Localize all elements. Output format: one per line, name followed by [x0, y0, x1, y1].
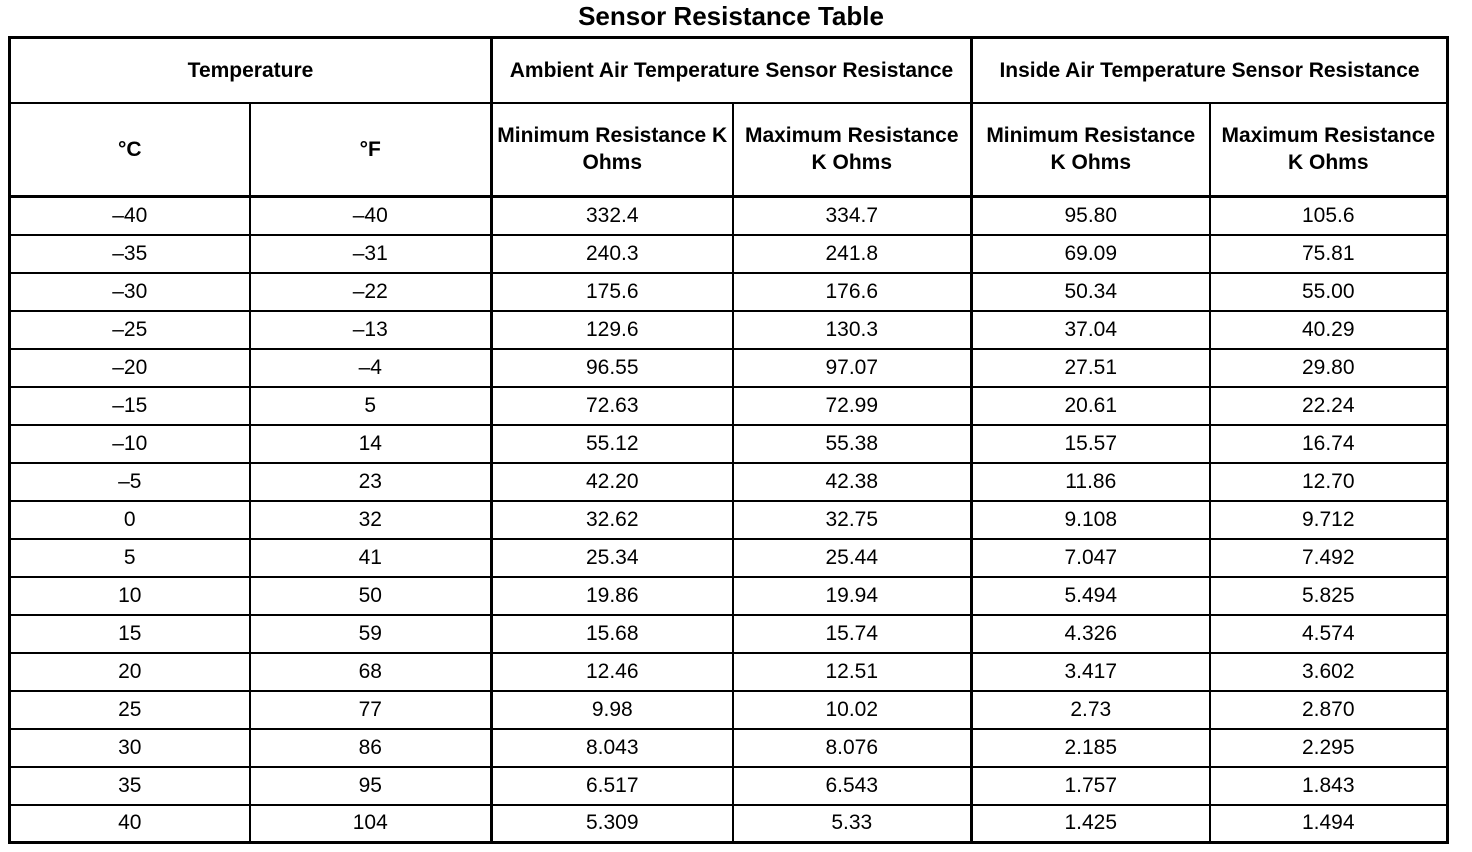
ambient-min-cell: 6.517 — [492, 767, 733, 805]
table-row — [10, 729, 1448, 767]
inside-max-cell: 9.712 — [1210, 501, 1448, 539]
celsius-cell: 30 — [10, 729, 250, 767]
table-row — [10, 235, 1448, 273]
ambient-max-cell: 5.33 — [733, 805, 972, 843]
fahrenheit-cell: –13 — [250, 311, 492, 349]
ambient-max-cell: 25.44 — [733, 539, 972, 577]
fahrenheit-cell: 68 — [250, 653, 492, 691]
fahrenheit-cell: 95 — [250, 767, 492, 805]
fahrenheit-cell: 5 — [250, 387, 492, 425]
ambient-min-cell: 72.63 — [492, 387, 733, 425]
fahrenheit-cell: 23 — [250, 463, 492, 501]
celsius-cell: 10 — [10, 577, 250, 615]
table-row — [10, 501, 1448, 539]
inside-max-cell: 75.81 — [1210, 235, 1448, 273]
ambient-min-cell: 12.46 — [492, 653, 733, 691]
inside-min-cell: 95.80 — [972, 197, 1210, 235]
inside-min-cell: 11.86 — [972, 463, 1210, 501]
table-row — [10, 197, 1448, 235]
ambient-min-cell: 175.6 — [492, 273, 733, 311]
celsius-cell: –10 — [10, 425, 250, 463]
fahrenheit-cell: –22 — [250, 273, 492, 311]
header-row-columns — [10, 103, 1448, 197]
inside-min-cell: 2.185 — [972, 729, 1210, 767]
ambient-min-cell: 32.62 — [492, 501, 733, 539]
inside-max-cell: 5.825 — [1210, 577, 1448, 615]
inside-max-cell: 3.602 — [1210, 653, 1448, 691]
celsius-header: °C — [10, 103, 250, 197]
inside-min-cell: 20.61 — [972, 387, 1210, 425]
celsius-cell: –15 — [10, 387, 250, 425]
ambient-min-cell: 8.043 — [492, 729, 733, 767]
celsius-cell: –5 — [10, 463, 250, 501]
ambient-max-cell: 6.543 — [733, 767, 972, 805]
celsius-cell: 20 — [10, 653, 250, 691]
table-row — [10, 767, 1448, 805]
ambient-max-cell: 55.38 — [733, 425, 972, 463]
ambient-min-cell: 42.20 — [492, 463, 733, 501]
ambient-max-cell: 12.51 — [733, 653, 972, 691]
inside-max-cell: 55.00 — [1210, 273, 1448, 311]
celsius-cell: 5 — [10, 539, 250, 577]
inside-min-cell: 50.34 — [972, 273, 1210, 311]
ambient-min-cell: 129.6 — [492, 311, 733, 349]
celsius-cell: 0 — [10, 501, 250, 539]
table-row — [10, 273, 1448, 311]
fahrenheit-cell: 86 — [250, 729, 492, 767]
inside-max-header: Maximum Resistance K Ohms — [1210, 103, 1448, 197]
celsius-cell: –35 — [10, 235, 250, 273]
ambient-min-cell: 9.98 — [492, 691, 733, 729]
inside-max-cell: 22.24 — [1210, 387, 1448, 425]
fahrenheit-cell: –4 — [250, 349, 492, 387]
fahrenheit-cell: 50 — [250, 577, 492, 615]
table-row — [10, 425, 1448, 463]
table-row — [10, 349, 1448, 387]
ambient-max-cell: 334.7 — [733, 197, 972, 235]
ambient-max-cell: 72.99 — [733, 387, 972, 425]
table-row — [10, 577, 1448, 615]
ambient-max-header: Maximum Resistance K Ohms — [733, 103, 972, 197]
fahrenheit-cell: 32 — [250, 501, 492, 539]
fahrenheit-cell: 59 — [250, 615, 492, 653]
header-row-group — [10, 38, 1448, 103]
inside-min-cell: 69.09 — [972, 235, 1210, 273]
inside-min-cell: 5.494 — [972, 577, 1210, 615]
inside-min-cell: 2.73 — [972, 691, 1210, 729]
inside-max-cell: 1.494 — [1210, 805, 1448, 843]
table-row — [10, 691, 1448, 729]
celsius-cell: 40 — [10, 805, 250, 843]
ambient-sensor-header: Ambient Air Temperature Sensor Resistance — [492, 38, 972, 103]
sensor-resistance-table — [8, 36, 1449, 844]
ambient-min-cell: 55.12 — [492, 425, 733, 463]
inside-min-cell: 1.425 — [972, 805, 1210, 843]
temperature-header: Temperature — [10, 38, 492, 103]
inside-min-cell: 4.326 — [972, 615, 1210, 653]
table-title: Sensor Resistance Table — [578, 1, 884, 31]
inside-min-cell: 15.57 — [972, 425, 1210, 463]
ambient-min-cell: 240.3 — [492, 235, 733, 273]
table-row — [10, 387, 1448, 425]
inside-max-cell: 4.574 — [1210, 615, 1448, 653]
celsius-cell: –20 — [10, 349, 250, 387]
celsius-cell: –40 — [10, 197, 250, 235]
fahrenheit-cell: 14 — [250, 425, 492, 463]
inside-min-cell: 27.51 — [972, 349, 1210, 387]
ambient-max-cell: 176.6 — [733, 273, 972, 311]
fahrenheit-cell: 104 — [250, 805, 492, 843]
inside-max-cell: 105.6 — [1210, 197, 1448, 235]
ambient-max-cell: 130.3 — [733, 311, 972, 349]
inside-max-cell: 1.843 — [1210, 767, 1448, 805]
celsius-cell: –25 — [10, 311, 250, 349]
ambient-max-cell: 19.94 — [733, 577, 972, 615]
inside-min-header: Minimum Resistance K Ohms — [972, 103, 1210, 197]
ambient-max-cell: 97.07 — [733, 349, 972, 387]
celsius-cell: 15 — [10, 615, 250, 653]
ambient-max-cell: 32.75 — [733, 501, 972, 539]
ambient-min-cell: 25.34 — [492, 539, 733, 577]
inside-max-cell: 40.29 — [1210, 311, 1448, 349]
ambient-min-cell: 332.4 — [492, 197, 733, 235]
table-row — [10, 615, 1448, 653]
fahrenheit-cell: –40 — [250, 197, 492, 235]
inside-max-cell: 12.70 — [1210, 463, 1448, 501]
inside-min-cell: 1.757 — [972, 767, 1210, 805]
inside-sensor-header: Inside Air Temperature Sensor Resistance — [972, 38, 1448, 103]
inside-min-cell: 7.047 — [972, 539, 1210, 577]
table-row — [10, 539, 1448, 577]
ambient-max-cell: 241.8 — [733, 235, 972, 273]
fahrenheit-header: °F — [250, 103, 492, 197]
ambient-max-cell: 10.02 — [733, 691, 972, 729]
inside-min-cell: 37.04 — [972, 311, 1210, 349]
inside-min-cell: 9.108 — [972, 501, 1210, 539]
fahrenheit-cell: 77 — [250, 691, 492, 729]
ambient-max-cell: 42.38 — [733, 463, 972, 501]
fahrenheit-cell: –31 — [250, 235, 492, 273]
table-body — [10, 197, 1448, 843]
celsius-cell: 25 — [10, 691, 250, 729]
fahrenheit-cell: 41 — [250, 539, 492, 577]
table-row — [10, 463, 1448, 501]
celsius-cell: –30 — [10, 273, 250, 311]
ambient-min-cell: 15.68 — [492, 615, 733, 653]
ambient-max-cell: 8.076 — [733, 729, 972, 767]
ambient-min-cell: 96.55 — [492, 349, 733, 387]
celsius-cell: 35 — [10, 767, 250, 805]
ambient-min-cell: 5.309 — [492, 805, 733, 843]
inside-max-cell: 16.74 — [1210, 425, 1448, 463]
table-row — [10, 311, 1448, 349]
ambient-min-cell: 19.86 — [492, 577, 733, 615]
table-row — [10, 805, 1448, 843]
inside-max-cell: 7.492 — [1210, 539, 1448, 577]
table-row — [10, 653, 1448, 691]
inside-max-cell: 2.295 — [1210, 729, 1448, 767]
inside-max-cell: 2.870 — [1210, 691, 1448, 729]
inside-max-cell: 29.80 — [1210, 349, 1448, 387]
ambient-min-header: Minimum Resistance K Ohms — [492, 103, 733, 197]
ambient-max-cell: 15.74 — [733, 615, 972, 653]
inside-min-cell: 3.417 — [972, 653, 1210, 691]
